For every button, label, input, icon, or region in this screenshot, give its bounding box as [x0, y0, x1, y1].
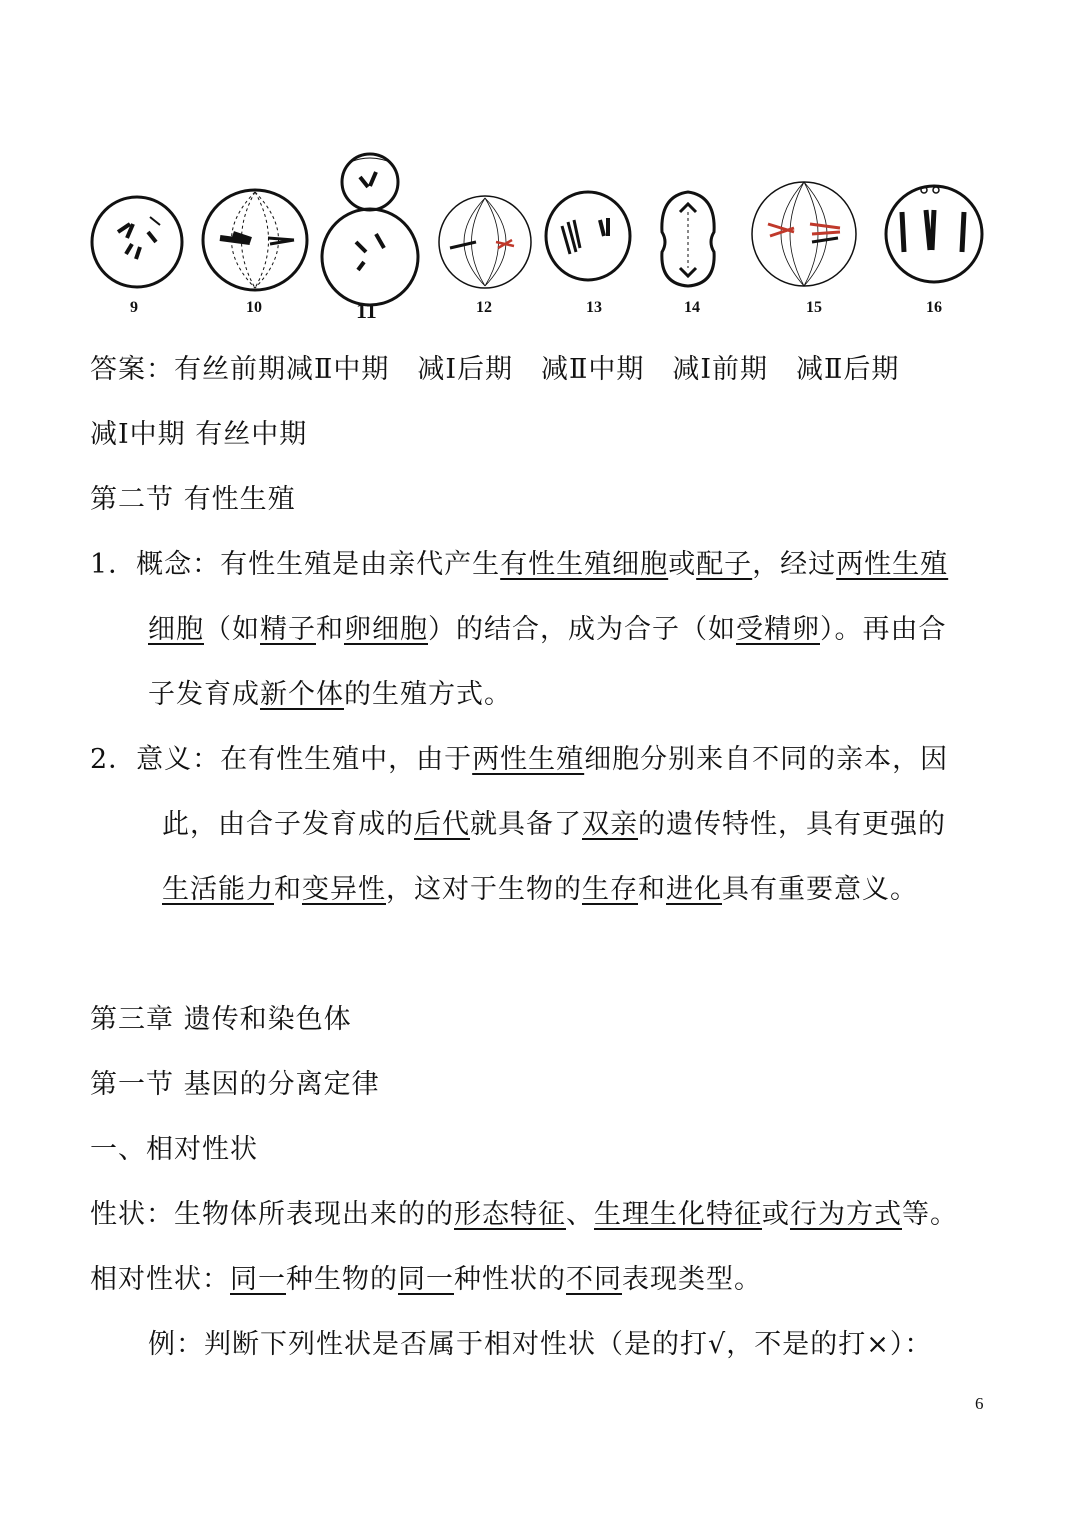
text-segment: 和 — [316, 614, 344, 645]
section-heading-sexual-reproduction: 第二节 有性生殖 — [90, 484, 296, 515]
text-segment: ）。再由合 — [820, 614, 947, 645]
underlined-term: 生活能力 — [162, 874, 274, 905]
text-segment: 此，由合子发育成的 — [162, 809, 414, 840]
significance-paragraph-line-3 — [162, 870, 918, 910]
underlined-term: 有性生殖细胞 — [500, 549, 669, 580]
text-segment: 表现类型。 — [622, 1264, 762, 1295]
underlined-term: 两性生殖 — [472, 744, 585, 775]
text-segment: 性状：生物体所表现出来的的 — [90, 1199, 454, 1230]
text-segment: 的生殖方式。 — [344, 679, 512, 710]
page-number: 6 — [975, 1394, 984, 1413]
underlined-term: 受精卵 — [736, 614, 820, 645]
underlined-term: 同一 — [398, 1264, 454, 1295]
text-segment: 相对性状： — [90, 1264, 230, 1295]
significance-paragraph-line-1 — [90, 740, 948, 780]
underlined-term: 卵细胞 — [344, 614, 428, 645]
underlined-term: 行为方式 — [790, 1199, 902, 1230]
underlined-term: 精子 — [260, 614, 316, 645]
text-segment: ）的结合，成为合子（如 — [428, 614, 736, 645]
underlined-term: 细胞 — [148, 614, 204, 645]
cell-number-12: 12 — [476, 299, 492, 316]
text-segment: 和 — [638, 874, 666, 905]
text-segment: 或 — [762, 1199, 790, 1230]
text-segment: 的遗传特性，具有更强的 — [638, 809, 946, 840]
cell-number-13: 13 — [586, 299, 602, 316]
cell-number-14: 14 — [684, 299, 700, 316]
text-segment: 细胞分别来自不同的亲本，因 — [584, 744, 949, 775]
cell-number-10: 10 — [246, 299, 262, 316]
concept-paragraph-line-2 — [148, 610, 947, 650]
significance-paragraph-line-2 — [162, 805, 946, 845]
underlined-term: 生存 — [582, 874, 638, 905]
relative-trait-definition — [90, 1260, 762, 1300]
chapter-heading: 第三章 遗传和染色体 — [90, 1004, 352, 1035]
cell-16-drawing — [886, 186, 982, 282]
text-segment: ，这对于生物的 — [386, 874, 582, 905]
text-segment: 种性状的 — [454, 1264, 566, 1295]
text-segment: 等。 — [902, 1199, 958, 1230]
underlined-term: 两性生殖 — [836, 549, 949, 580]
underlined-term: 配子 — [696, 549, 753, 580]
underlined-term: 生理生化特征 — [594, 1199, 762, 1230]
text-segment: 2．意义：在有性生殖中，由于 — [90, 744, 473, 775]
text-segment: ，经过 — [752, 549, 837, 580]
trait-definition — [90, 1195, 958, 1235]
text-segment: （如 — [204, 614, 260, 645]
cell-11-drawing — [322, 154, 418, 305]
cell-number-15: 15 — [806, 299, 822, 316]
text-segment: 和 — [274, 874, 302, 905]
subsection-heading-relative-traits: 一、相对性状 — [90, 1134, 258, 1165]
underlined-term: 形态特征 — [454, 1199, 566, 1230]
cell-number-9: 9 — [130, 299, 138, 316]
text-segment: 1．概念：有性生殖是由亲代产生 — [90, 549, 501, 580]
cell-division-figure — [88, 122, 988, 322]
text-segment: 就具备了 — [470, 809, 582, 840]
text-segment: 子发育成 — [148, 679, 260, 710]
cell-12-drawing — [439, 196, 531, 288]
text-segment: 、 — [566, 1199, 594, 1230]
cell-14-drawing — [662, 192, 714, 286]
underlined-term: 进化 — [666, 874, 722, 905]
underlined-term: 变异性 — [302, 874, 386, 905]
cell-15-drawing — [752, 182, 856, 286]
cell-13-drawing — [546, 192, 630, 280]
answer-line-2: 减Ⅰ中期 有丝中期 — [90, 419, 308, 450]
underlined-term: 新个体 — [260, 679, 344, 710]
cell-number-11: 11 — [356, 298, 377, 322]
text-segment: 种生物的 — [286, 1264, 398, 1295]
text-segment: 或 — [668, 549, 697, 580]
underlined-term: 后代 — [414, 809, 470, 840]
text-segment: 具有重要意义。 — [722, 874, 918, 905]
underlined-term: 双亲 — [582, 809, 638, 840]
cell-number-16: 16 — [926, 299, 942, 316]
underlined-term: 不同 — [566, 1264, 622, 1295]
concept-paragraph-line-3 — [148, 675, 512, 715]
example-prompt: 例：判断下列性状是否属于相对性状（是的打√，不是的打×）： — [148, 1329, 933, 1360]
cell-9-drawing — [92, 197, 182, 287]
answer-line-1: 答案：有丝前期减Ⅱ中期 减Ⅰ后期 减Ⅱ中期 减Ⅰ前期 减Ⅱ后期 — [90, 354, 900, 385]
underlined-term: 同一 — [230, 1264, 286, 1295]
section-heading-segregation: 第一节 基因的分离定律 — [90, 1069, 380, 1100]
cell-10-drawing — [203, 190, 307, 290]
concept-paragraph-line-1 — [90, 545, 948, 585]
